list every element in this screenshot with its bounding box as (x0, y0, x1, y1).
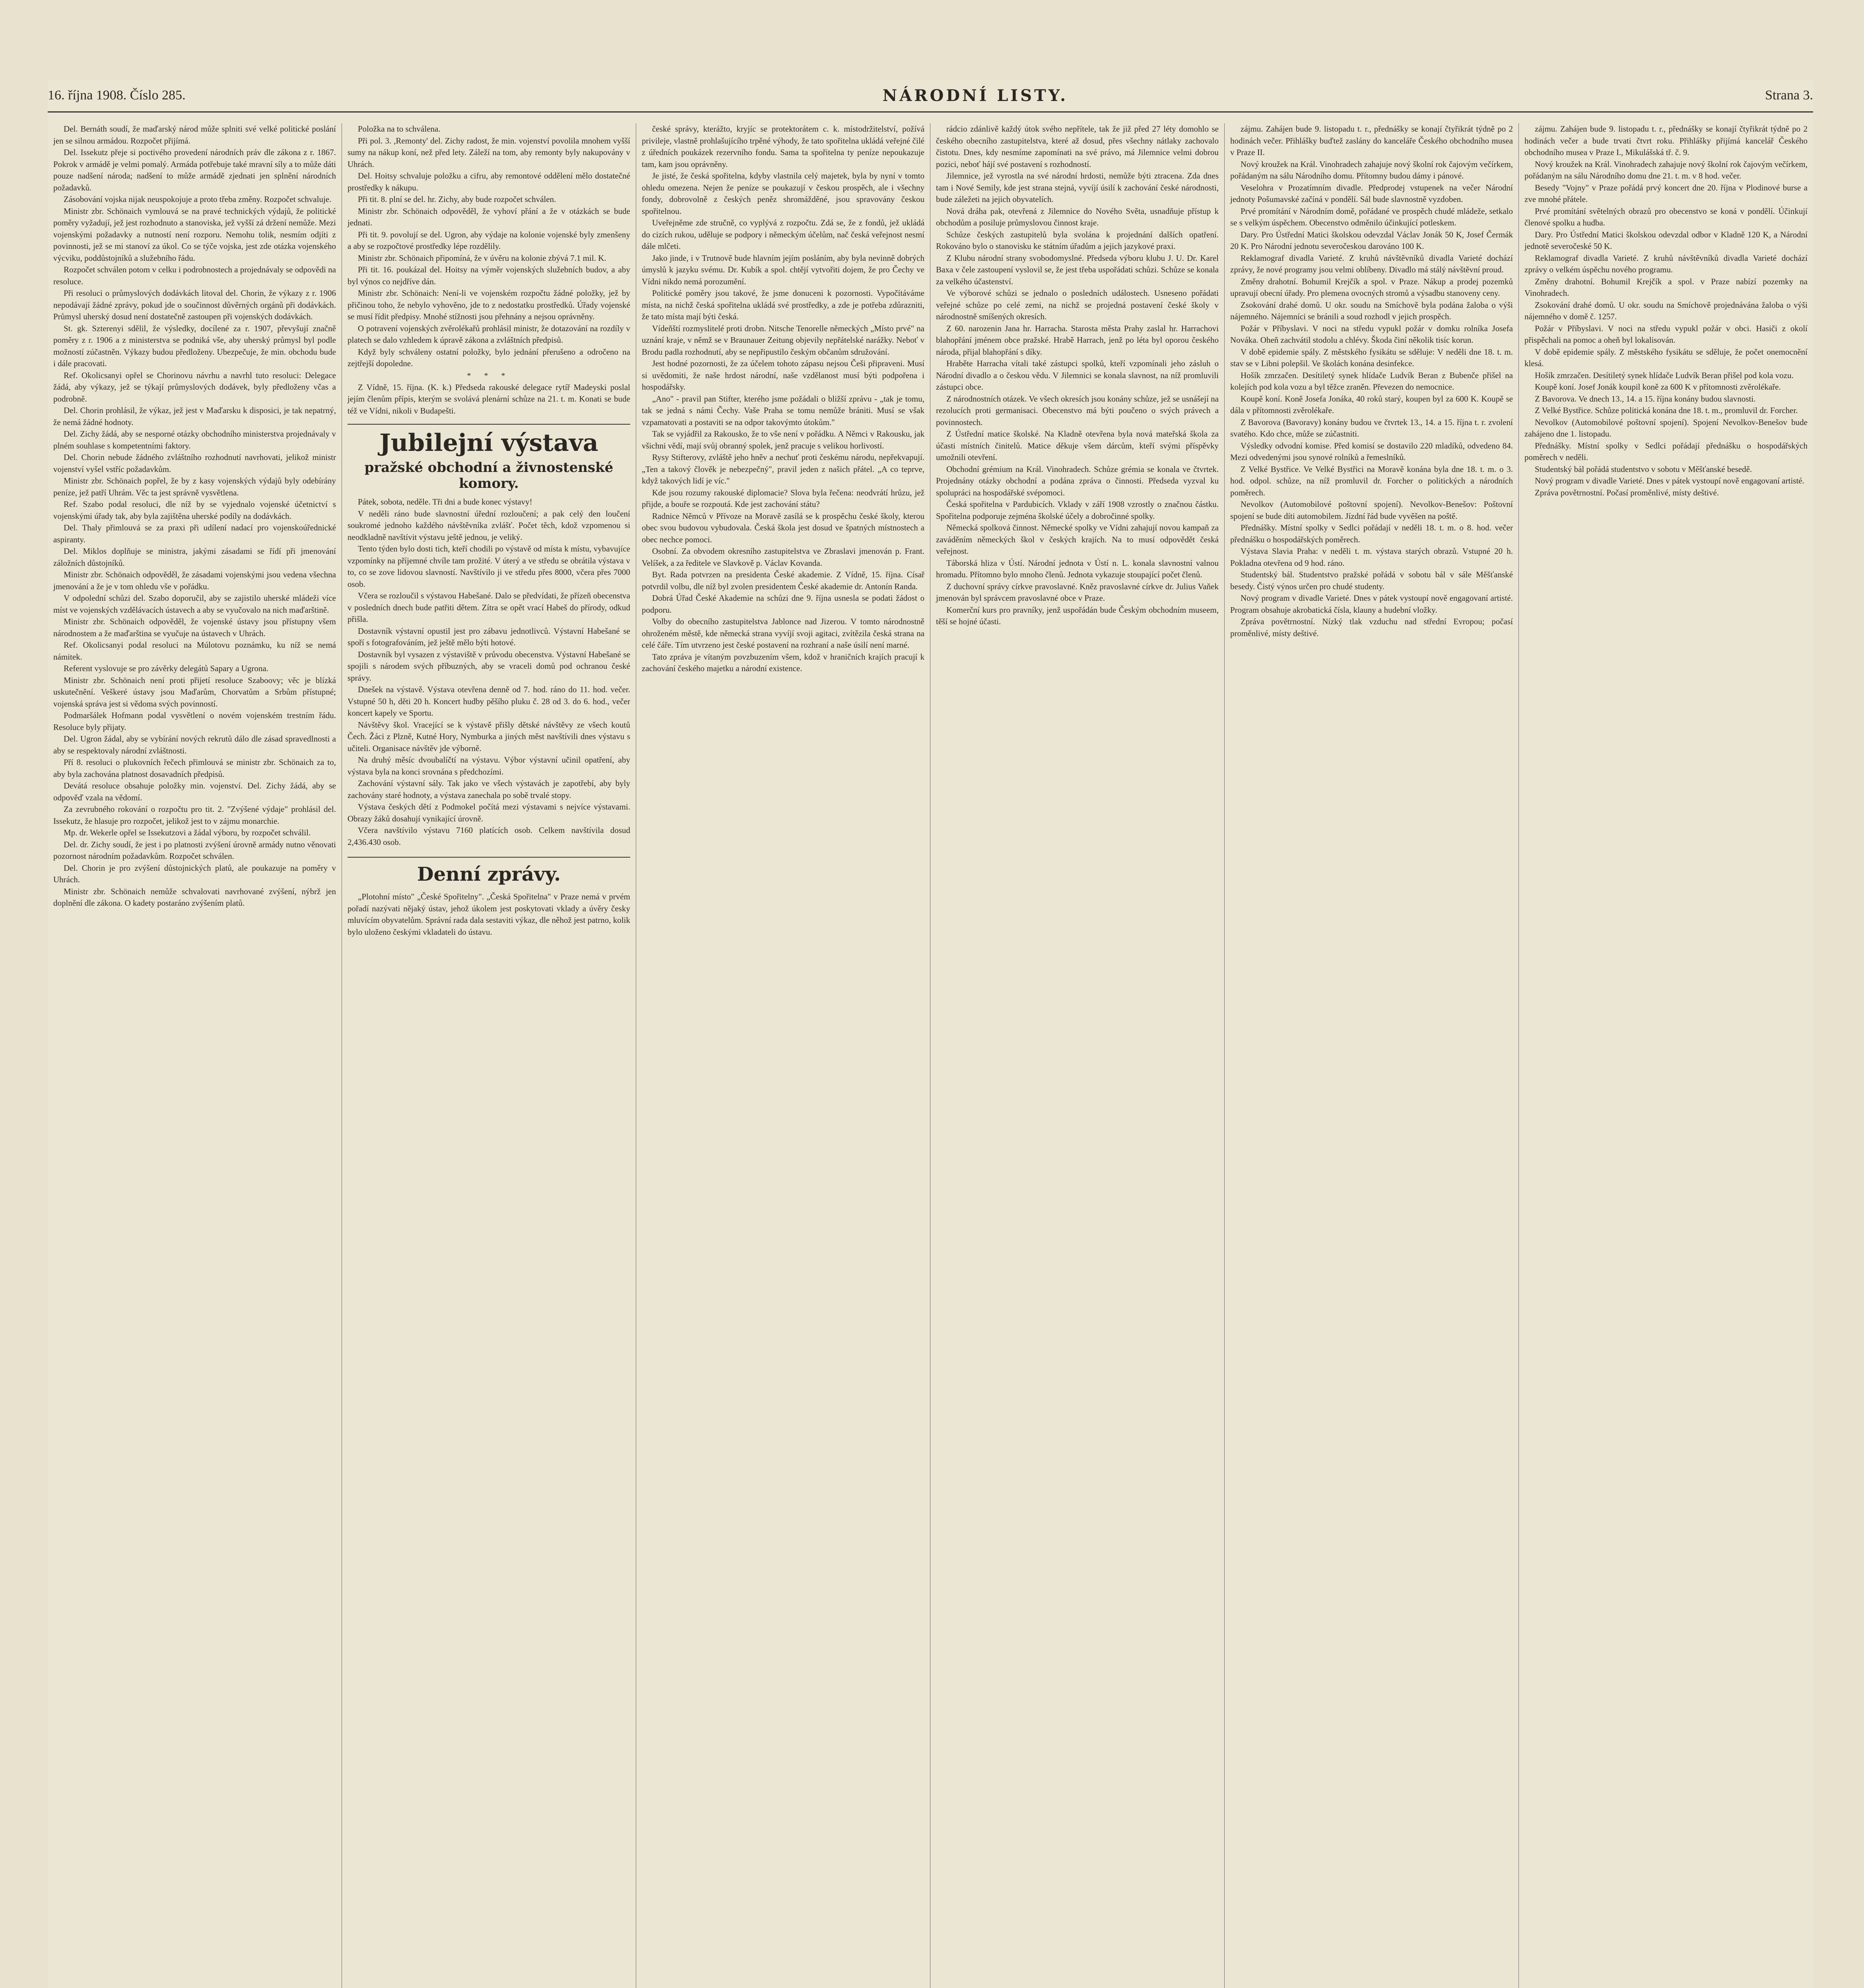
paragraph: Del. Chorin nebude žádného zvláštního rozhodnutí navrhovati, jelikož ministr vojenství vyšel vstříc požadavkům. (53, 452, 336, 474)
paragraph: Česká spořitelna v Pardubicích. Vklady v září 1908 vzrostly o značnou částku. Spořitelna podporuje zejména školské účely a dobročinné spolky. (936, 499, 1219, 521)
paragraph: Zsokování drahé domů. U okr. soudu na Smíchově projednávána žaloba o výši nájemného v domě č. 1257. (1524, 300, 1808, 321)
paragraph: Zsokování drahé domů. U okr. soudu na Smíchově byla podána žaloba o výši nájemného. Nájemníci se bránili a soud rozhodl v jejich prospěch. (1230, 300, 1513, 321)
paragraph: V odpolední schůzi del. Szabo doporučil, aby se zajistilo uherské mládeži více míst ve vojenských vzdělávacích ústavech a aby se vyučovalo na nich maďarštině. (53, 593, 336, 615)
paragraph: Ministr zbr. Schönaich: Není-li ve vojenském rozpočtu žádné položky, jež by přičinou toho, že nebylo vyhověno, jde to z nedostatku prostředků. Úřady vojenské se musí řídit předpisy. Mnohé stížnosti jsou přehnány a nejsou oprávněny. (348, 288, 630, 321)
paragraph: Když byly schváleny ostatní položky, bylo jednání přerušeno a odročeno na zejtřejší dopoledne. (348, 347, 630, 368)
paragraph: Při resoluci o průmyslových dodávkách litoval del. Chorin, že výkazy z r. 1906 nepodávají žádné zprávy, pokud jde o součinnost důvěrných orgánů při dodávkách. Průmysl uherský dosud není dostatečně zastoupen při vojenských dodávkách. (53, 288, 336, 321)
paragraph: Politické poměry jsou takové, že jsme donuceni k pozornosti. Vypočítáváme místa, na nichž česká spořitelna ukládá své prostředky, a zde je potřeba zdůrazniti, že tato místa mají býti česká. (642, 288, 924, 321)
paragraph: Z Ústřední matice školské. Na Kladně otevřena byla nová mateřská škola za účasti místních činitelů. Matice děkuje všem dárcům, kteří svými příspěvky umožnili otevření. (936, 429, 1219, 462)
paragraph: Je jisté, že česká spořitelna, kdyby vlastnila celý majetek, byla by nyní v tomto ohledu omezena. Nejen že peníze se poukazují v českou prospěch, ale i všechny fondy, dobrovolně z českých peněz shromážděné, jsou spravovány českou spořitelnou. (642, 171, 924, 216)
paragraph: Rozpočet schválen potom v celku i podrobnostech a projednávaly se odpovědi na resoluce. (53, 265, 336, 286)
paragraph: Požár v Příbyslavi. V noci na středu vypukl požár v obci. Hasiči z okolí přispěchali na pomoc a oheň byl lokalisován. (1524, 323, 1808, 345)
paragraph: Kde jsou rozumy rakouské diplomacie? Slova byla řečena: neodvrátí hrůzu, jež přijde, a bouře se rozpoutá. Kde jest zachování státu? (642, 487, 924, 509)
newspaper-title: NÁRODNÍ LISTY. (882, 86, 1068, 105)
paragraph: Návštěvy škol. Vracející se k výstavě přišly dětské návštěvy ze všech koutů Čech. Žáci z Plzně, Kutné Hory, Nymburka a jiných měst navštívili dnes výstavu s učiteli. Organisace návštěv jde výborně. (348, 720, 630, 753)
paragraph: V neděli ráno bude slavnostní úřední rozloučení; a pak celý den loučení soukromé jednoho každého návštěvníka zvlášť. Počet těch, kdož vzpomenou si neodkladně navštívit výstavu ještě jednou, je veliký. (348, 509, 630, 542)
paragraph: Volby do obecního zastupitelstva Jablonce nad Jizerou. V tomto národnostně ohroženém městě, kde německá strana vyvíjí svoji agitaci, zvítězila česká strana na celé čáře. Tím utvrzeno jest české postavení na rozhraní a naše úsilí není marné. (642, 617, 924, 650)
paragraph: Radnice Němců v Přívoze na Moravě zasílá se k prospěchu české školy, kterou obec svou budovou vybudovala. Česká škola jest dosud ve špatných místnostech a obec nechce pomoci. (642, 511, 924, 544)
paragraph: „Ano" - pravil pan Stifter, kterého jsme požádali o bližší zprávu - „tak je tomu, tak se jedná s námi Čechy. Vaše Praha se tomu nemůže brániti. Musí se však vzpamatovati a postaviti se na odpor takovýmto útokům." (642, 394, 924, 427)
paragraph: Jest hodné pozornosti, že za účelem tohoto zápasu nejsou Češi připraveni. Musí si uvědomiti, že naše hrdost národní, naše vzdělanost musí býti podpořena i hospodářsky. (642, 359, 924, 392)
paragraph: Schůze českých zastupitelů byla svolána k projednání dalších opatření. Rokováno bylo o stanovisku ke státním úřadům a jejich jazykové praxi. (936, 229, 1219, 251)
paragraph: Del. Hoitsy schvaluje položku a cifru, aby remontové oddělení mělo dostatečné prostředky k nákupu. (348, 171, 630, 192)
paragraph: V době epidemie spály. Z městského fysikátu se sděluje, že počet onemocnění klesá. (1524, 347, 1808, 368)
paragraph: Na druhý měsíc dvoubalíčtí na výstavu. Výbor výstavní učinil opatření, aby výstava byla na konci srovnána s předchozími. (348, 755, 630, 777)
column-2 (342, 123, 636, 1988)
paragraph: Ministr zbr. Schönaich připomíná, že v úvěru na kolonie zbývá 7.1 mil. K. (358, 253, 606, 263)
paragraph: Del. Zichy žádá, aby se nesporné otázky obchodního ministerstva projednávaly v plném souhlase s kompetentními faktory. (53, 429, 336, 450)
paragraph: Ministr zbr. Schönaich odpověděl, že vojenské ústavy jsou přístupny všem národnostem a že maďarština se vyučuje na ústavech v Uhrách. (53, 617, 336, 638)
paragraph: Dostavník byl vysazen z výstaviště v průvodu obecenstva. Výstavní Habešané se spojili s národem svých příbuzných, aby se vraceli domů pod ochranou české správy. (348, 649, 630, 683)
paragraph: Přednášky. Místní spolky v Sedlci pořádají v neděli 18. t. m. o 8. hod. večer přednášku o hospodářských poměrech. (1230, 523, 1513, 544)
paragraph: Z Bavorova (Bavoravy) konány budou ve čtvrtek 13., 14. a 15. října t. r. zvolení svatého. Kdo chce, může se zúčastniti. (1230, 417, 1513, 439)
paragraph: Německá spolková činnost. Německé spolky ve Vídni zahajují novou kampaň za zaváděním německých škol v českých krajích. Na to musí odpovědět česká veřejnost. (936, 523, 1219, 556)
paragraph: Včera navštívilo výstavu 7160 platících osob. Celkem navštívila dosud 2,436.430 osob. (348, 825, 630, 847)
paragraph: Prvé promítání světelných obrazů pro obecenstvo se koná v pondělí. Účinkují členové spolku a hudba. (1524, 206, 1808, 227)
paragraph: Přednášky. Místní spolky v Sedlci pořádají přednášku o hospodářských poměrech v neděli. (1524, 441, 1808, 462)
section-separator: * * * (467, 371, 511, 380)
paragraph: Nový kroužek na Král. Vinohradech zahajuje nový školní rok čajovým večírkem, pořádaným na sálu Národního domu. Přítomny budou dámy i pánové. (1230, 159, 1513, 181)
paragraph: Ref. Szabo podal resoluci, dle níž by se vyjednalo vojenské účetnictví s vojenskými úřady tak, aby byla zajištěna uherské podíly na dodávkách. (53, 499, 336, 521)
paragraph: Z Bavorova. Ve dnech 13., 14. a 15. října konány budou slavnosti. (1535, 394, 1756, 404)
paragraph: Ministr zbr. Schönaich odpověděl, že zásadami vojenskými jsou vedena všechna jmenování a že je v tom ohledu vše v pořádku. (53, 570, 336, 591)
paragraph: Při tit. 9. povolují se del. Ugron, aby výdaje na kolonie vojenské byly zmenšeny a aby se rozpočtové prostředky lépe rozdělily. (348, 229, 630, 251)
paragraph: Del. dr. Zichy soudí, že jest i po platnosti zvýšení úrovně armády nutno věnovati pozornost národním požadavkům. Rozpočet schválen. (53, 839, 336, 861)
paragraph: Položka na to schválena. (358, 124, 441, 134)
paragraph: Dobrá Úřad České Akademie na schůzi dne 9. října usnesla se podati žádost o podporu. (642, 593, 924, 615)
paragraph: Při tit. 8. plní se del. hr. Zichy, aby bude rozpočet schválen. (358, 194, 556, 204)
paragraph: Při tit. 16. poukázal del. Hoitsy na výměr vojenských služebních budov, a aby byl výnos co nejdříve dán. (348, 265, 630, 286)
paragraph: Z Klubu národní strany svobodomyslné. Předseda výboru klubu J. U. Dr. Karel Baxa v čele zastoupení vyslovil se, že jest třeba uspořádati schůzi. Schůze se konala za velkého účastenství. (936, 253, 1219, 286)
text-columns (48, 123, 1813, 1988)
paragraph: Ref. Okolicsanyi opřel se Chorinovu návrhu a navrhl tuto resoluci: Delegace žádá, aby výkazy, jež se týkají průmyslových dodávek, byly předloženy včas a podrobně. (53, 370, 336, 404)
paragraph: Dary. Pro Ústřední Matici školskou odevzdal Václav Jonák 50 K, Josef Čermák 20 K. Pro Národní jednotu severočeskou darováno 100 K. (1230, 229, 1513, 251)
paragraph: Del. Chorin je pro zvýšení důstojnických platů, ale poukazuje na poměry v Uhrách. (53, 863, 336, 884)
paragraph: Táborská hliza v Ústí. Národní jednota v Ústí n. L. konala slavnostní valnou hromadu. Přítomno bylo mnoho členů. Jednota vykazuje stoupající počet členů. (936, 558, 1219, 579)
paragraph: Požár v Příbyslavi. V noci na středu vypukl požár v domku rolníka Josefa Nováka. Oheň zachvátil stodolu a chlévy. Škoda činí několik tisíc korun. (1230, 323, 1513, 345)
paragraph: Rysy Stifterovy, zvláště jeho hněv a nechuť proti českému národu, nepřekvapují. „Ten a takový člověk je nebezpečný", pravil jeden z našich přátel. „A co teprve, když takových lidí je víc." (642, 452, 924, 485)
paragraph: Uveřejněme zde stručně, co vyplývá z rozpočtu. Zdá se, že z fondů, jež ukládá do cizích rukou, uděluje se podpory i německým účelům, nač česká veřejnost nesmí dále mlčeti. (642, 218, 924, 251)
paragraph: Hraběte Harracha vítali také zástupci spolků, kteří vzpomínali jeho zásluh o Národní divadlo a o českou vědu. V Jilemnici se konala slavnost, na níž promluvili zástupci obce. (936, 359, 1219, 392)
paragraph: O potravení vojenských zvěrolékařů prohlásil ministr, že dotazování na rozdíly v platech se dalo vzhledem k úpravě zákona a zvláštních předpisů. (348, 323, 630, 345)
paragraph: Nový kroužek na Král. Vinohradech zahajuje nový školní rok čajovým večírkem, pořádaným na sálu Národního domu dne 21. t. m. v 8 hod. večer. (1524, 159, 1808, 181)
paragraph: Za zevrubného rokování o rozpočtu pro tit. 2. "Zvýšené výdaje" prohlásil del. Issekutz, že hlasuje pro rozpočet, jelikož jest to v zájmu monarchie. (53, 804, 336, 826)
paragraph: Prvé promítání v Národním domě, pořádané ve prospěch chudé mládeže, setkalo se s velkým úspěchem. Obecenstvo odměnilo účinkující potleskem. (1230, 206, 1513, 227)
paragraph: Dostavník výstavní opustil jest pro zábavu jednotlivců. Výstavní Habešané se spoří s fotografováním, jež ještě mělo býti hotové. (348, 626, 630, 647)
paragraph: Obchodní grémium na Král. Vinohradech. Schůze grémia se konala ve čtvrtek. Projednány otázky obchodní a podána zpráva o činnosti. Předseda vyzval ku spolupráci na hospodářské svépomoci. (936, 464, 1219, 497)
column-1 (48, 123, 342, 1988)
paragraph: Reklamograf divadla Varieté. Z kruhů návštěvníků divadla Varieté dochází zprávy, že nové programy jsou velmi oblíbeny. Divadlo má stálý návštěvní proud. (1230, 253, 1513, 274)
paragraph: Nevolkov (Automobilové poštovní spojení). Nevolkov-Benešov: Poštovní spojení se bude díti automobilem. Jízdní řád bude vyvěšen na poště. (1230, 499, 1513, 521)
paragraph: Osobní. Za obvodem okresního zastupitelstva ve Zbraslavi jmenován p. Frant. Velíšek, a za ředitele ve Slavkově p. Václav Kovanda. (642, 546, 924, 568)
paragraph: Besedy "Vojny" v Praze pořádá prvý koncert dne 20. října v Plodinové burse a zve mnohé přátele. (1524, 182, 1808, 204)
paragraph: Devátá resoluce obsahuje položky min. vojenství. Del. Zichy žádá, aby se odpověď vzala na vědomí. (53, 781, 336, 802)
paragraph: Dnešek na výstavě. Výstava otevřena denně od 7. hod. ráno do 11. hod. večer. Vstupné 50 h, děti 20 h. Koncert hudby pěšího pluku č. 28 od 3. do 6. hod., večer koncert kapely ve Sportu. (348, 685, 630, 718)
paragraph: Vídeňští rozmyslitelé proti drobn. Nitsche Tenorelle německých „Místo prvé" na uznání kraje, v němž se v Braunauer Zeitung objevily nepřátelské narážky. Neboť v Brodu padla rozhodnutí, aby se nepřipustilo českým občanům sdružování. (642, 323, 924, 357)
paragraph: Del. Miklos doplňuje se ministra, jakými zásadami se řídí při jmenování záložních důstojníků. (53, 546, 336, 568)
paragraph: Výstava Slavia Praha: v neděli t. m. výstava starých obrazů. Vstupné 20 h. Pokladna otevřena od 9 hod. ráno. (1230, 546, 1513, 568)
paragraph: Referent vyslovuje se pro závěrky delegátů Sapary a Ugrona. (64, 664, 268, 673)
paragraph: Dary. Pro Ústřední Matici školskou odevzdal odbor v Kladně 120 K, a Národní jednotě severočeské 50 K. (1524, 229, 1808, 251)
paragraph: Ref. Okolicsanyi podal resoluci na Múlotovu poznámku, ku níž se nemá námitek. (53, 640, 336, 662)
paragraph: Z národnostních otázek. Ve všech okresích jsou konány schůze, jež se usnášejí na rezolucích proti germanisaci. Obecenstvo má býti poučeno o svých právech a povinnostech. (936, 394, 1219, 427)
paragraph: Reklamograf divadla Varieté. Z kruhů návštěvníků divadla Varieté dochází zprávy o velkém úspěchu nového programu. (1524, 253, 1808, 274)
paragraph: Změny drahotní. Bohumil Krejčík a spol. v Praze. Nákup a prodej pozemků upravují obecní úřady. Pro plemena ovocných stromů a výsadbu stanoveny ceny. (1230, 276, 1513, 298)
paragraph: Mp. dr. Wekerle opřel se Issekutzovi a žádal výboru, by rozpočet schválil. (64, 828, 311, 837)
paragraph: Nový program v divadle Varieté. Dnes v pátek vystoupí nově engagovaní artisté. (1535, 476, 1804, 485)
paragraph: Veselohra v Prozatímním divadle. Předprodej vstupenek na večer Národní jednoty Pošumavské začíná v pondělí. Sál bude slavnostně vyzdoben. (1230, 182, 1513, 204)
paragraph: Koupě koní. Koně Josefa Jonáka, 40 roků starý, koupen byl za 600 K. Koupě se dála v přítomnosti zvěrolékaře. (1230, 394, 1513, 415)
paragraph: Z duchovní správy církve pravoslavné. Kněz pravoslavné církve dr. Julius Vaňek jmenován byl správcem pravoslavné obce v Praze. (936, 581, 1219, 603)
paragraph: Byt. Rada potvrzen na presidenta České akademie. Z Vídně, 15. října. Císař potvrdil volbu, dle níž byl zvolen presidentem České akademie dr. Antonín Randa. (642, 570, 924, 591)
paragraph: zájmu. Zahájen bude 9. listopadu t. r., přednášky se konají čtyřikrát týdně po 2 hodinách večer a bude trvati čtvrt roku. Přihlášky přijímá kancelář Českého obchodního musea v Praze I., Mikulášská tř. č. 9. (1524, 124, 1808, 157)
paragraph: Z Velké Bystřice. Schůze politická konána dne 18. t. m., promluvil dr. Forcher. (1535, 406, 1798, 415)
paragraph: Z Velké Bystřice. Ve Velké Bystřici na Moravě konána byla dne 18. t. m. o 3. hod. odpol. schůze, na níž promluvil dr. Forcher o politických a národních poměrech. (1230, 464, 1513, 497)
paragraph: Tento týden bylo dosti tich, kteří chodili po výstavě od místa k místu, vybavujíce vzpomínky na příjemné chvíle tam prožité. V úterý a ve středu se obrátila výstava v to, co se zove lidovou slavností. Navštívilo ji ve středu přes 8000, včera přes 7000 osob. (348, 544, 630, 589)
paragraph: Zásobování vojska nijak neuspokojuje a proto třeba změny. Rozpočet schvaluje. (64, 194, 332, 204)
paragraph: Při pol. 3. ,Remonty' del. Zichy radost, že min. vojenství povolila mnohem vyšší sumy na nákup koní, než před lety. Záleží na tom, aby remonty byly nakupovány v Uhrách. (348, 136, 630, 169)
column-3 (636, 123, 930, 1988)
paragraph: české správy, kterážto, kryjíc se protektorátem c. k. místodržitelství, požívá privileje, vlastně prohlašujícího trpěné výhody, že tato spořitelna ukládá veřejné čilé z úředních poukázek rezervního fondu. Sama ta spořitelna ty peníze nepoukazuje tam, kam jsou oprávněny. (642, 124, 924, 169)
paragraph: Koupě koní. Josef Jonák koupil koně za 600 K v přítomnosti zvěrolékaře. (1535, 382, 1781, 392)
column-6 (1519, 123, 1813, 1988)
paragraph: Změny drahotní. Bohumil Krejčík a spol. v Praze nabízí pozemky na Vinohradech. (1524, 276, 1808, 298)
paragraph: Z Vídně, 15. října. (K. k.) Předseda rakouské delegace rytíř Madeyski poslal jejím členům přípis, kterým se svolává plenární schůze na 21. t. m. Konati se bude též ve Vídni, nikoli v Budapešti. (348, 382, 630, 415)
paragraph: Nový program v divadle Varieté. Dnes v pátek vystoupí nově engagovaní artisté. Program obsahuje akrobatická čísla, klauny a hudební vložky. (1230, 593, 1513, 615)
paragraph: Ve výborové schůzi se jednalo o posledních událostech. Usneseno pořádati veřejné schůze po celé zemi, na nichž se projedná postavení české školy v národnostně smíšených okresích. (936, 288, 1219, 321)
paragraph: Zpráva povětrnostní. Počasí proměnlivé, místy deštivé. (1535, 487, 1719, 497)
paragraph: Výstava českých dětí z Podmokel počítá mezi výstavami s nejvíce výstavami. Obrazy žáků dosahují vynikající úrovně. (348, 802, 630, 823)
paragraph: Ministr zbr. Schönaich odpověděl, že vyhoví přání a že v otázkách se bude jednati. (348, 206, 630, 227)
paragraph: Z 60. narozenin Jana hr. Harracha. Starosta města Prahy zaslal hr. Harrachovi blahopřání jménem obce pražské. Hrabě Harrach, jenž po léta byl oporou českého národa, přijal blahopřání s díky. (936, 323, 1219, 357)
paragraph: Zpráva povětrnostní. Nízký tlak vzduchu nad střední Evropou; počasí proměnlivé, místy deštivé. (1230, 617, 1513, 638)
paragraph: zájmu. Zahájen bude 9. listopadu t. r., přednášky se konají čtyřikrát týdně po 2 hodinách večer. Přihlášky buďtež zaslány do kanceláře Českého obchodního musea v Praze II. (1230, 124, 1513, 157)
paragraph: Zachování výstavní sály. Tak jako ve všech výstavách je zapotřebí, aby byly zachovány staré hodnoty, a výstava zanechala po sobě trvalé stopy. (348, 779, 630, 800)
paragraph: Jilemnice, jež vyrostla na své národní hrdosti, nemůže býti ztracena. Zda dnes tam i Nové Semily, kde jest strana stejná, vyvíjí úsilí k zachování české národnosti, bude záležeti na jejich obyvatelích. (936, 171, 1219, 204)
paragraph: Del. Ugron žádal, aby se vybírání nových rekrutů dálo dle zásad spravedlnosti a aby se respektovaly národní zvláštnosti. (53, 734, 336, 755)
paragraph: Pří 8. resoluci o plukovních řečech přimlouvá se ministr zbr. Schönaich za to, aby byla zachována platnost dosavadních předpisů. (53, 757, 336, 779)
section-headline: Denní zprávy. (348, 857, 630, 886)
paragraph: Jako jinde, i v Trutnově bude hlavním jejím posláním, aby byla nevinně dobrých úmyslů k jazyku svému. Dr. Kubík a spol. chtějí vytvořiti dojem, že pro Čechy ve Vídni nikdo nemá porozumění. (642, 253, 924, 286)
paragraph: V době epidemie spály. Z městského fysikátu se sděluje: V neděli dne 18. t. m. stav se v Libni polepšil. Ve školách konána desinfekce. (1230, 347, 1513, 368)
paragraph: „Plotohní místo" „České Spořitelny". „Česká Spořitelna" v Praze nemá v prvém pořadí nazývati nějaký ústav, jehož úkolem jest poskytovati vklady a úvěry česky mluvícím obyvatelům. Správní rada dala sestaviti výkaz, dle něhož jest patrno, kolik bylo uloženo českými vkladateli do ústavu. (348, 892, 630, 937)
paragraph: Podmaršálek Hofmann podal vysvětlení o novém vojenském trestním řádu. Resoluce byly přijaty. (53, 711, 336, 732)
paragraph: Del. Thaly přimlouvá se za praxi při udílení nadací pro vojenskoúřednické aspiranty. (53, 523, 336, 544)
paragraph: Včera se rozloučil s výstavou Habešané. Dalo se předvídati, že přízeň obecenstva v posledních dnech bude patřiti dětem. Zítra se opět vrací Habeš do přírody, odkud přišla. (348, 591, 630, 624)
column-5 (1225, 123, 1519, 1988)
paragraph: Ministr zbr. Schönaich nemůže schvalovati navrhované zvýšení, nýbrž jen doplnění dle zákona. O kadety postaráno zvýšením platů. (53, 886, 336, 908)
paragraph: St. gk. Szterenyi sdělil, že výsledky, docílené za r. 1907, převyšují značně poměry z r. 1906 a z ministerstva se podniká vše, aby uherský průmysl byl podle možností zúčastněn. Výkazy budou předloženy. Ubezpečuje, že min. obchodu bude i dále pracovati. (53, 323, 336, 368)
article-subheadline: pražské obchodní a živnostenské komory. (364, 460, 614, 491)
masthead (48, 80, 1813, 113)
paragraph: Studentský bál. Studentstvo pražské pořádá v sobotu bál v sále Měšťanské besedy. Čistý výnos určen pro chudé studenty. (1230, 570, 1513, 591)
paragraph: Výsledky odvodní komise. Před komisí se dostavilo 220 mladíků, odvedeno 84. Mezi odvedenými jsou synové rolníků a řemeslníků. (1230, 441, 1513, 462)
paragraph: Studentský bál pořádá studentstvo v sobotu v Měšťanské besedě. (1535, 464, 1752, 474)
paragraph: Ministr zbr. Schönaich není proti přijetí resoluce Szaboovy; věc je blízká uskutečnění. Veškeré ústavy jsou Maďarům, Chorvatům a Srbům přístupné; vojenská správa jest si vědoma svých povinností. (53, 675, 336, 709)
paragraph: Tato zpráva je vítaným povzbuzením všem, kdož v hraničních krajích pracují k zachování českého majetku a národní existence. (642, 652, 924, 673)
paragraph: Nevolkov (Automobilové poštovní spojení). Spojení Nevolkov-Benešov bude zahájeno dne 1. listopadu. (1524, 417, 1808, 439)
paragraph: rádcio zdánlivě každý útok svého nepřítele, tak že již před 27 léty domohlo se českého obecního zastupitelstva, které až dosud, přes všechny nátlaky zachovalo čistotu. Dnes, kdy nesmíme zapomínati na své právo, má Jilemnice velmi dobrou pozici, neboť hájí své postavení s rozhodností. (936, 124, 1219, 169)
paragraph: Ministr zbr. Schönaich popřel, že by z kasy vojenských výdajů byly odebírány peníze, jež patří Uhrám. Věc ta jest správně vysvětlena. (53, 476, 336, 497)
paragraph: Tak se vyjádřil za Rakousko, že to vše není v pořádku. A Němci v Rakousku, jak všichni vědí, mají svůj obranný spolek, jenž pracuje s velikou horlivostí. (642, 429, 924, 450)
paragraph: Del. Issekutz přeje si poctivého provedení národních práv dle zákona z r. 1867. Pokrok v armádě je velmi pomalý. Armáda potřebuje také mravní síly a to může dáti pouze nadšení národa; nadšení to může armádě zjednati jen splnění národních požadavků. (53, 148, 336, 192)
paragraph: Hošík zmrzačen. Desítiletý synek hlídače Ludvík Beran z Bubenče přišel na kolejích pod kola vozu a byl těžce zraněn. Převezen do nemocnice. (1230, 370, 1513, 392)
paragraph: Hošík zmrzačen. Desítiletý synek hlídače Ludvík Beran přišel pod kola vozu. (1535, 370, 1794, 380)
paragraph: Komerční kurs pro pravníky, jenž uspořádán bude Českým obchodním museem, těší se hojné účasti. (936, 605, 1219, 626)
page-number: Strana 3. (1765, 88, 1813, 103)
article-headline: Jubilejní výstava (348, 424, 630, 457)
newspaper-page (48, 80, 1813, 1988)
paragraph: Pátek, sobota, neděle. Tři dni a bude konec výstavy! (358, 497, 532, 507)
paragraph: Ministr zbr. Schönaich vymlouvá se na pravé technických výdajů, že politické poměry vyžadují, jež jest rozhodnuto a stanoviska, jež vyšší zá držení nemůže. Mezi vojenskými požadavky a nutností není rozporu. Nemohu tolik, nesmím odjíti z povinnosti, jež se mi stanoví za úkol. Co se týče vojska, jest zde otázka vojenského výcviku, poddůstojníků a služebního řádu. (53, 206, 336, 263)
column-4 (930, 123, 1225, 1988)
paragraph: Del. Bernáth soudí, že maďarský národ může splniti své velké politické poslání jen se silnou armádou. Rozpočet přijímá. (53, 124, 336, 146)
paragraph: Del. Chorin prohlásil, že výkaz, jež jest v Maďarsku k disposici, je tak nepatrný, že nemá žádné hodnoty. (53, 406, 336, 427)
issue-date: 16. října 1908. Číslo 285. (48, 88, 186, 103)
paragraph: Nová dráha pak, otevřená z Jilemnice do Nového Světa, usnadňuje přístup k obchodům a posiluje průmyslovou činnost kraje. (936, 206, 1219, 227)
